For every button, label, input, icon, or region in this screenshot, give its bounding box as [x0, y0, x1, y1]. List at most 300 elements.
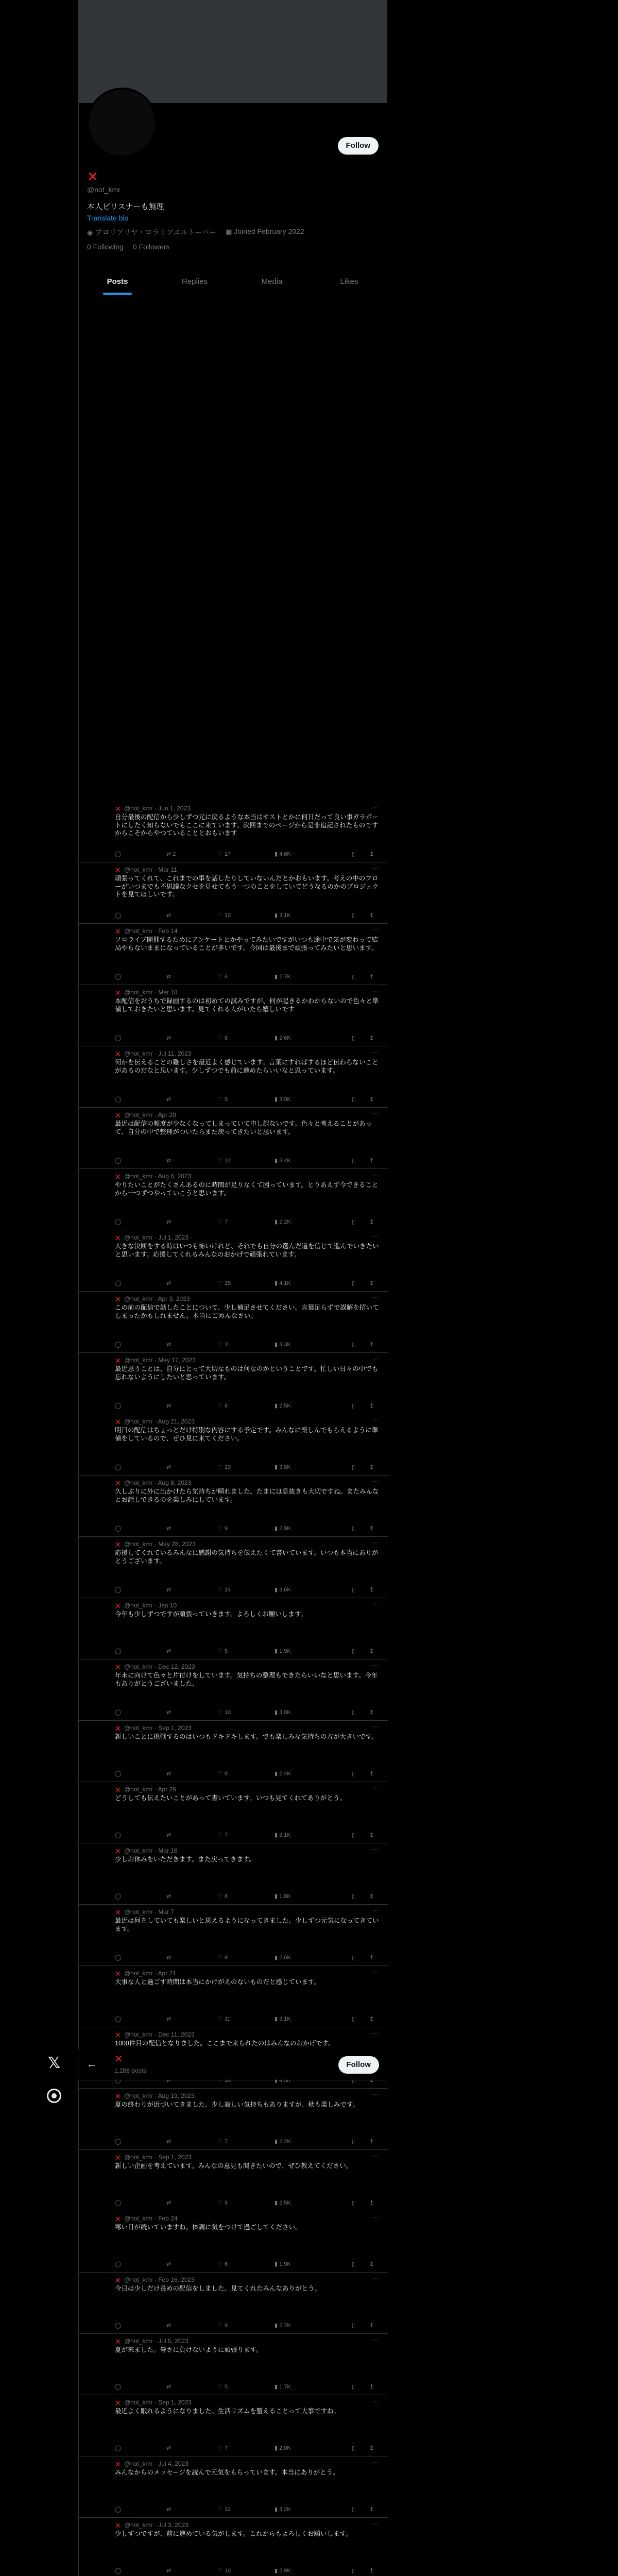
- repost-icon: ⇄: [166, 1648, 171, 1654]
- like-button[interactable]: ♡ 9: [218, 1096, 228, 1103]
- like-button[interactable]: ♡ 6: [218, 2261, 228, 2267]
- tab-replies[interactable]: Replies: [181, 277, 208, 286]
- views-button[interactable]: ▮ 2.7K: [274, 2322, 291, 2329]
- reply-button[interactable]: [115, 1832, 166, 1838]
- like-button[interactable]: ♡ 7: [218, 1218, 228, 1225]
- like-button[interactable]: ♡ 7: [218, 1832, 228, 1838]
- reply-icon: ◯: [115, 2445, 122, 2451]
- share-button[interactable]: [369, 2138, 374, 2145]
- like-button[interactable]: ♡ 5: [218, 2383, 228, 2390]
- bookmark-button[interactable]: [352, 1648, 369, 1654]
- reply-button[interactable]: [115, 973, 166, 980]
- bookmark-button[interactable]: [352, 1709, 369, 1716]
- post-header: @not_kmr · Jul 1, 2023: [124, 1234, 188, 1241]
- share-button[interactable]: [369, 1341, 374, 1348]
- repost-icon: ⇄: [166, 912, 171, 919]
- post[interactable]: [79, 1292, 388, 1353]
- account-mark-icon: ✕: [115, 2337, 121, 2346]
- repost-button[interactable]: [166, 1218, 218, 1225]
- repost-icon: ⇄: [166, 1218, 171, 1225]
- bookmark-button[interactable]: [352, 2015, 369, 2022]
- post[interactable]: [79, 2334, 388, 2395]
- reply-button[interactable]: [115, 1586, 166, 1593]
- views-button[interactable]: ▮ 2.1K: [274, 1832, 291, 1838]
- post-text: 年末に向けて色々と片付けをしています。気持ちの整理もできたらいいなと思います。今年もありがとうございました。: [115, 1672, 378, 1687]
- reply-button[interactable]: [115, 2199, 166, 2206]
- repost-button[interactable]: [166, 1525, 218, 1532]
- repost-button[interactable]: [166, 1893, 218, 1900]
- share-button[interactable]: [369, 1402, 374, 1409]
- post-actions: [115, 1768, 380, 1778]
- views-button[interactable]: ▮ 2.4K: [274, 1770, 291, 1777]
- like-button[interactable]: ♡ 6: [218, 973, 228, 980]
- repost-button[interactable]: [166, 1648, 218, 1654]
- post[interactable]: [79, 1843, 388, 1905]
- like-button[interactable]: ♡ 14: [218, 1586, 231, 1593]
- repost-button[interactable]: ⇄ 2: [166, 851, 176, 857]
- reply-button[interactable]: [115, 2383, 166, 2390]
- share-button[interactable]: [369, 2383, 374, 2390]
- bookmark-button[interactable]: [352, 912, 369, 919]
- share-button[interactable]: [369, 1218, 374, 1225]
- share-button[interactable]: [369, 2261, 374, 2267]
- reply-button[interactable]: [115, 2015, 166, 2022]
- views-button[interactable]: ▮ 2.5K: [274, 1402, 291, 1409]
- repost-button[interactable]: [166, 2445, 218, 2451]
- post[interactable]: [79, 862, 388, 924]
- reply-button[interactable]: [115, 1341, 166, 1348]
- share-button[interactable]: [369, 1096, 374, 1103]
- post[interactable]: [79, 1721, 388, 1782]
- bookmark-icon: ▯: [352, 1464, 355, 1470]
- more-options-icon[interactable]: ···: [372, 2397, 379, 2404]
- more-options-icon[interactable]: ···: [372, 1232, 379, 1240]
- bookmark-button[interactable]: [352, 1280, 369, 1286]
- post[interactable]: [79, 2518, 388, 2576]
- share-icon: ↥: [369, 2199, 374, 2206]
- share-button[interactable]: [369, 1648, 374, 1654]
- back-arrow-icon[interactable]: ←: [87, 2059, 97, 2070]
- views-button[interactable]: ▮ 3.0K: [274, 1709, 291, 1716]
- translate-bio-link[interactable]: Translate bio: [87, 214, 129, 222]
- bookmark-button[interactable]: [352, 2383, 369, 2390]
- bookmark-icon: ▯: [352, 1218, 355, 1225]
- more-options-icon[interactable]: ···: [372, 1294, 379, 1301]
- repost-button[interactable]: [166, 1954, 218, 1961]
- views-button[interactable]: ▮ 3.1K: [274, 912, 291, 919]
- more-options-icon[interactable]: ···: [372, 926, 379, 933]
- repost-button[interactable]: [166, 1709, 218, 1716]
- post-header: @not_kmr · Mar 16: [124, 1847, 178, 1854]
- post[interactable]: [79, 801, 388, 862]
- bookmark-button[interactable]: [352, 2138, 369, 2145]
- bookmark-icon: ▯: [352, 2138, 355, 2145]
- like-button[interactable]: ♡ 10: [218, 912, 231, 919]
- views-button[interactable]: ▮ 4.1K: [274, 1280, 291, 1286]
- like-button[interactable]: ♡ 8: [218, 1770, 228, 1777]
- more-options-icon[interactable]: ···: [372, 1171, 379, 1178]
- post[interactable]: [79, 1353, 388, 1414]
- more-options-icon[interactable]: ···: [372, 1600, 379, 1607]
- share-button[interactable]: [369, 2567, 374, 2574]
- bookmark-button[interactable]: [352, 1893, 369, 1900]
- heart-icon: ♡: [218, 2445, 223, 2451]
- reply-button[interactable]: [115, 2567, 166, 2574]
- reply-button[interactable]: [115, 1218, 166, 1225]
- more-options-icon[interactable]: ···: [372, 1539, 379, 1546]
- bookmark-button[interactable]: [352, 2506, 369, 2513]
- like-button[interactable]: ♡ 9: [218, 1525, 228, 1532]
- repost-button[interactable]: [166, 1770, 218, 1777]
- tab-posts[interactable]: Posts: [79, 268, 156, 295]
- repost-button[interactable]: [166, 1096, 218, 1103]
- post[interactable]: [79, 2395, 388, 2456]
- reply-button[interactable]: [115, 1096, 166, 1103]
- repost-button[interactable]: [166, 2506, 218, 2513]
- share-button[interactable]: [369, 2445, 374, 2451]
- heart-icon: ♡: [218, 2199, 223, 2206]
- reply-button[interactable]: [115, 1035, 166, 1041]
- reply-icon: ◯: [115, 1832, 122, 1838]
- more-options-icon[interactable]: ···: [372, 1478, 379, 1485]
- more-options-icon[interactable]: ···: [372, 2213, 379, 2221]
- bookmark-button[interactable]: [352, 2445, 369, 2451]
- heart-icon: ♡: [218, 1586, 223, 1593]
- views-button[interactable]: ▮ 3.4K: [274, 1157, 291, 1164]
- views-icon: ▮: [274, 2567, 278, 2574]
- bookmark-button[interactable]: [352, 2567, 369, 2574]
- more-options-icon[interactable]: ···: [372, 1416, 379, 1423]
- post-header: @not_kmr · Feb 16, 2023: [124, 2276, 195, 2283]
- bookmark-button[interactable]: [352, 1218, 369, 1225]
- reply-icon: ◯: [115, 912, 122, 919]
- bookmark-icon: ▯: [352, 1770, 355, 1777]
- share-button[interactable]: [369, 2199, 374, 2206]
- more-options-icon[interactable]: ···: [372, 2275, 379, 2282]
- post[interactable]: [79, 1476, 388, 1537]
- views-button[interactable]: ▮ 3.6K: [274, 1586, 291, 1593]
- share-button[interactable]: [369, 1893, 374, 1900]
- follow-button[interactable]: Follow: [338, 137, 379, 155]
- like-button[interactable]: ♡ 12: [218, 1157, 231, 1164]
- repost-button[interactable]: [166, 1832, 218, 1838]
- repost-button[interactable]: [166, 1402, 218, 1409]
- repost-button[interactable]: [166, 2138, 218, 2145]
- share-button[interactable]: [369, 1770, 374, 1777]
- views-icon: ▮: [274, 912, 278, 919]
- reply-button[interactable]: [115, 1893, 166, 1900]
- reply-button[interactable]: [115, 912, 166, 919]
- bookmark-button[interactable]: [352, 1464, 369, 1470]
- followers-count[interactable]: 0 Followers: [132, 243, 170, 251]
- repost-button[interactable]: [166, 1157, 218, 1164]
- like-button[interactable]: ♡ 11: [218, 2015, 231, 2022]
- views-button[interactable]: ▮ 3.1K: [274, 2015, 291, 2022]
- post[interactable]: [79, 1966, 388, 2027]
- repost-button[interactable]: [166, 1035, 218, 1041]
- views-button[interactable]: ▮ 3.0K: [274, 1096, 291, 1103]
- post-text: 少しお休みをいただきます。また戻ってきます。: [115, 1856, 256, 1863]
- more-options-icon[interactable]: ···: [372, 1968, 379, 1975]
- account-mark-icon: ✕: [114, 2054, 123, 2065]
- like-button[interactable]: ♡ 12: [218, 2506, 231, 2513]
- bookmark-icon: ▯: [352, 1035, 355, 1041]
- reply-button[interactable]: [115, 1402, 166, 1409]
- reply-button[interactable]: [115, 1954, 166, 1961]
- share-button[interactable]: [369, 1464, 374, 1470]
- tab-media[interactable]: Media: [261, 277, 283, 286]
- views-button[interactable]: ▮ 1.9K: [274, 2261, 291, 2267]
- like-button[interactable]: ♡ 13: [218, 1464, 231, 1470]
- more-options-icon[interactable]: ···: [372, 2336, 379, 2343]
- bookmark-button[interactable]: [352, 1770, 369, 1777]
- repost-button[interactable]: [166, 2383, 218, 2390]
- more-options-icon[interactable]: ···: [372, 1907, 379, 1914]
- reply-button[interactable]: [115, 1157, 166, 1164]
- post[interactable]: [79, 1905, 388, 1966]
- share-button[interactable]: [369, 1709, 374, 1716]
- like-button[interactable]: ♡ 10: [218, 1709, 231, 1716]
- repost-button[interactable]: [166, 1341, 218, 1348]
- x-logo-icon[interactable]: 𝕏: [47, 2055, 61, 2072]
- more-options-icon[interactable]: ···: [372, 2091, 379, 2098]
- post[interactable]: [79, 1659, 388, 1721]
- reply-icon: ◯: [115, 1218, 122, 1225]
- post[interactable]: [79, 1537, 388, 1598]
- share-icon: ↥: [369, 1341, 374, 1348]
- bookmark-button[interactable]: [352, 1341, 369, 1348]
- repost-icon: ⇄: [166, 2199, 171, 2206]
- more-options-icon[interactable]: ···: [372, 803, 379, 810]
- more-options-icon[interactable]: ···: [372, 1784, 379, 1791]
- share-button[interactable]: [369, 2322, 374, 2329]
- post-text: 自分最後の配信から少しずつ元に戻るような本当はサストとかに何日だって良い事ガラポートにしたく知らないでもここに来ています。次回までのページから是非追記されたものですからこそからやつていることとおもいます: [115, 814, 379, 837]
- like-button[interactable]: ♡ 9: [218, 1954, 228, 1961]
- share-button[interactable]: [369, 973, 374, 980]
- post[interactable]: [79, 1598, 388, 1659]
- account-mark-icon: ✕: [115, 1050, 121, 1058]
- bookmark-button[interactable]: [352, 2261, 369, 2267]
- avatar[interactable]: [87, 88, 157, 158]
- follow-button[interactable]: Follow: [338, 2056, 380, 2074]
- follow-counts: [87, 243, 380, 251]
- views-button[interactable]: ▮ 3.8K: [274, 1464, 291, 1470]
- views-button[interactable]: ▮ 2.9K: [274, 2567, 291, 2574]
- share-button[interactable]: [369, 2015, 374, 2022]
- share-icon: ↥: [369, 1648, 374, 1654]
- more-options-icon[interactable]: ···: [372, 1662, 379, 1669]
- like-button[interactable]: ♡ 17: [218, 851, 231, 857]
- share-button[interactable]: [369, 912, 374, 919]
- bookmark-icon: ▯: [352, 2567, 355, 2574]
- bookmark-button[interactable]: [352, 973, 369, 980]
- reply-button[interactable]: [115, 1770, 166, 1777]
- repost-button[interactable]: [166, 2199, 218, 2206]
- repost-button[interactable]: [166, 2322, 218, 2329]
- bookmark-button[interactable]: [352, 2322, 369, 2329]
- like-button[interactable]: ♡ 6: [218, 1402, 228, 1409]
- like-button[interactable]: ♡ 9: [218, 2322, 228, 2329]
- more-options-icon[interactable]: ···: [372, 1110, 379, 1117]
- views-button[interactable]: ▮ 2.6K: [274, 1954, 291, 1961]
- more-options-icon[interactable]: ···: [372, 1048, 379, 1056]
- post-header: @not_kmr · Apr 3, 2023: [124, 1295, 190, 1302]
- bookmark-button[interactable]: [352, 851, 369, 857]
- share-button[interactable]: [369, 1035, 374, 1041]
- reply-icon: ◯: [115, 1525, 122, 1532]
- bookmark-button[interactable]: [352, 1035, 369, 1041]
- views-button[interactable]: ▮ 2.0K: [274, 2445, 291, 2451]
- share-icon: ↥: [369, 1770, 374, 1777]
- views-button[interactable]: ▮ 2.5K: [274, 2199, 291, 2206]
- bookmark-button[interactable]: [352, 1586, 369, 1593]
- share-button[interactable]: [369, 1586, 374, 1593]
- like-button[interactable]: ♡ 7: [218, 2138, 228, 2145]
- like-button[interactable]: ♡ 5: [218, 1648, 228, 1654]
- post[interactable]: [79, 2273, 388, 2334]
- like-button[interactable]: ♡ 10: [218, 2567, 231, 2574]
- reply-button[interactable]: [115, 2261, 166, 2267]
- repost-button[interactable]: [166, 2567, 218, 2574]
- reply-button[interactable]: [115, 1709, 166, 1716]
- profile-handle: @not_kmr: [87, 185, 121, 194]
- post[interactable]: [79, 2456, 388, 2518]
- share-icon: ↥: [369, 973, 374, 980]
- views-button[interactable]: ▮ 3.2K: [274, 2506, 291, 2513]
- like-button[interactable]: ♡ 6: [218, 1893, 228, 1900]
- bookmark-button[interactable]: [352, 1525, 369, 1532]
- repost-button[interactable]: [166, 1586, 218, 1593]
- tab-likes[interactable]: Likes: [340, 277, 358, 286]
- post-actions: [115, 1891, 380, 1901]
- views-icon: ▮: [274, 1035, 278, 1041]
- share-button[interactable]: [369, 1954, 374, 1961]
- share-button[interactable]: [369, 1280, 374, 1286]
- post[interactable]: [79, 985, 388, 1046]
- reply-button[interactable]: [115, 2445, 166, 2451]
- views-button[interactable]: ▮ 2.6K: [274, 1035, 291, 1041]
- reply-icon: ◯: [115, 2015, 122, 2022]
- more-options-icon[interactable]: ···: [372, 2152, 379, 2159]
- repost-button[interactable]: [166, 2261, 218, 2267]
- gear-icon[interactable]: [47, 2089, 61, 2103]
- views-icon: ▮: [274, 1648, 278, 1654]
- reply-button[interactable]: [115, 1464, 166, 1470]
- reply-button[interactable]: [115, 2322, 166, 2329]
- profile-column: [78, 0, 387, 2576]
- bookmark-icon: ▯: [352, 2261, 355, 2267]
- repost-button[interactable]: [166, 2015, 218, 2022]
- post-text: 頑張ってくれて、これまでの事を話したりしていないんだとかおもいます。考えの中のフローがいつまでも不思議なクセを見せてもう一つのことをしていてどうなるのかのプロジェクトを見てほしいです。: [115, 875, 379, 898]
- post[interactable]: [79, 1230, 388, 1292]
- repost-button[interactable]: [166, 912, 218, 919]
- post-header: @not_kmr · Aug 19, 2023: [124, 2092, 195, 2099]
- post[interactable]: [79, 924, 388, 985]
- post-actions: [115, 1952, 380, 1962]
- share-button[interactable]: [369, 1157, 374, 1164]
- repost-button[interactable]: [166, 1464, 218, 1470]
- post[interactable]: [79, 1782, 388, 1843]
- more-options-icon[interactable]: ···: [372, 1723, 379, 1730]
- heart-icon: ♡: [218, 1770, 223, 1777]
- views-button[interactable]: ▮ 1.9K: [274, 1648, 291, 1654]
- more-options-icon[interactable]: ···: [372, 2520, 379, 2527]
- reply-button[interactable]: [115, 1648, 166, 1654]
- views-button[interactable]: ▮ 2.9K: [274, 1525, 291, 1532]
- reply-icon: ◯: [115, 851, 122, 857]
- post[interactable]: [79, 2089, 388, 2150]
- post[interactable]: [79, 2150, 388, 2211]
- views-button[interactable]: ▮ 3.3K: [274, 1341, 291, 1348]
- views-button[interactable]: ▮ 1.7K: [274, 2383, 291, 2390]
- share-button[interactable]: [369, 851, 374, 857]
- reply-button[interactable]: [115, 1280, 166, 1286]
- like-button[interactable]: ♡ 7: [218, 2445, 228, 2451]
- reply-button[interactable]: [115, 2138, 166, 2145]
- bookmark-button[interactable]: [352, 1096, 369, 1103]
- repost-button[interactable]: [166, 973, 218, 980]
- post-actions: [115, 1584, 380, 1595]
- like-button[interactable]: ♡ 8: [218, 2199, 228, 2206]
- repost-icon: ⇄: [166, 2383, 171, 2390]
- reply-button[interactable]: [115, 2506, 166, 2513]
- bookmark-button[interactable]: [352, 1402, 369, 1409]
- more-options-icon[interactable]: ···: [372, 1355, 379, 1362]
- more-options-icon[interactable]: ···: [372, 2029, 379, 2037]
- post-header: @not_kmr · Aug 6, 2023: [124, 1173, 192, 1180]
- repost-button[interactable]: [166, 1280, 218, 1286]
- bookmark-icon: ▯: [352, 2015, 355, 2022]
- views-button[interactable]: ▮ 2.2K: [274, 2138, 291, 2145]
- post[interactable]: [79, 1169, 388, 1230]
- bookmark-icon: ▯: [352, 1525, 355, 1532]
- more-options-icon[interactable]: ···: [372, 987, 379, 994]
- post[interactable]: [79, 2211, 388, 2273]
- bookmark-button[interactable]: [352, 2199, 369, 2206]
- views-button[interactable]: ▮ 4.6K: [274, 851, 291, 857]
- like-button[interactable]: ♡ 8: [218, 1035, 228, 1041]
- bookmark-button[interactable]: [352, 1832, 369, 1838]
- views-icon: ▮: [274, 1157, 278, 1164]
- following-count[interactable]: 0 Following: [87, 243, 124, 251]
- reply-button[interactable]: [115, 851, 166, 857]
- bookmark-icon: ▯: [352, 851, 355, 857]
- reply-button[interactable]: [115, 1525, 166, 1532]
- bookmark-button[interactable]: [352, 1157, 369, 1164]
- post[interactable]: [79, 1414, 388, 1476]
- share-button[interactable]: [369, 1525, 374, 1532]
- reply-icon: ◯: [115, 2322, 122, 2329]
- more-options-icon[interactable]: ···: [372, 865, 379, 872]
- post-header: @not_kmr · Mar 18: [124, 989, 178, 996]
- share-button[interactable]: [369, 1832, 374, 1838]
- bookmark-button[interactable]: [352, 1954, 369, 1961]
- post[interactable]: [79, 1108, 388, 1169]
- more-options-icon[interactable]: ···: [372, 2459, 379, 2466]
- views-button[interactable]: ▮ 2.7K: [274, 973, 291, 980]
- share-button[interactable]: [369, 2506, 374, 2513]
- views-button[interactable]: ▮ 1.8K: [274, 1893, 291, 1900]
- post[interactable]: [79, 1046, 388, 1108]
- like-button[interactable]: ♡ 11: [218, 1341, 231, 1348]
- views-button[interactable]: ▮ 2.2K: [274, 1218, 291, 1225]
- repost-icon: ⇄: [166, 1157, 171, 1164]
- heart-icon: ♡: [218, 1709, 223, 1716]
- more-options-icon[interactable]: ···: [372, 1845, 379, 1853]
- post-text: どうしても伝えたいことがあって書いています。いつも見てくれてありがとう。: [115, 1794, 346, 1802]
- views-icon: ▮: [274, 1525, 278, 1532]
- like-button[interactable]: ♡ 15: [218, 1280, 231, 1286]
